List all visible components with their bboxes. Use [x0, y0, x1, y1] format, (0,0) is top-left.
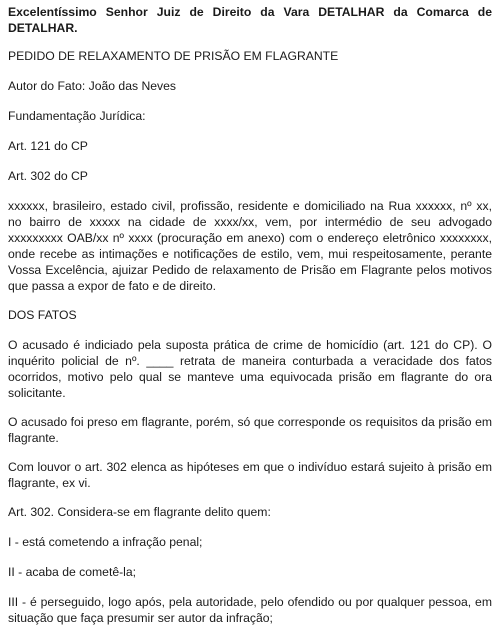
author-line: Autor do Fato: João das Neves: [8, 79, 177, 93]
facts-heading: DOS FATOS: [8, 308, 77, 322]
facts-paragraph: O acusado foi preso em flagrante, porém, só que corresponde os requisitos da prisão em flagrante.: [8, 415, 492, 445]
facts-paragraph: Com louvor o art. 302 elenca as hipóteses em que o indivíduo estará sujeito à prisão em flagrante, ex vi.: [8, 460, 492, 490]
legal-basis-heading: Fundamentação Jurídica:: [8, 109, 146, 123]
legal-document: [8, 4, 492, 639]
legal-article: Art. 302 do CP: [8, 169, 88, 183]
document-title: PEDIDO DE RELAXAMENTO DE PRISÃO EM FLAGRANTE: [8, 49, 339, 63]
legal-article: Art. 121 do CP: [8, 139, 88, 153]
article-item: II - acaba de cometê-la;: [8, 565, 137, 579]
addressee-heading: Excelentíssimo Senhor Juiz de Direito da Vara DETALHAR da Comarca de DETALHAR.: [8, 5, 492, 35]
article-item: I - está cometendo a infração penal;: [8, 535, 203, 549]
article-item: III - é perseguido, logo após, pela autoridade, pelo ofendido ou por qualquer pessoa, em situação que faça presumir ser autor da infração;: [8, 595, 492, 625]
intro-paragraph: xxxxxx, brasileiro, estado civil, profissão, residente e domiciliado na Rua xxxxxx, nº xx, no bairro de xxxxx na cidade de xxxx/xx, vem, por intermédio de seu advogado xxxxxxxxx OAB/xx nº xxxx (procuração em anexo) com o endereço eletrônico xxxxxxxx, onde recebe as intimações e notificações de estilo, vem, mui respeitosamente, perante Vossa Excelência, ajuizar Pedido de relaxamento de Prisão em Flagrante pelos motivos que passa a expor de fato e de direito.: [8, 199, 492, 293]
facts-paragraph: O acusado é indiciado pela suposta prática de crime de homicídio (art. 121 do CP). O inquérito policial de nº. ____ retrata de maneira conturbada a veracidade dos fatos ocorridos, motivo pelo qual se manteve uma equivocada prisão em flagrante do ora solicitante.: [8, 338, 492, 400]
article-quote: Art. 302. Considera-se em flagrante delito quem:: [8, 505, 271, 519]
